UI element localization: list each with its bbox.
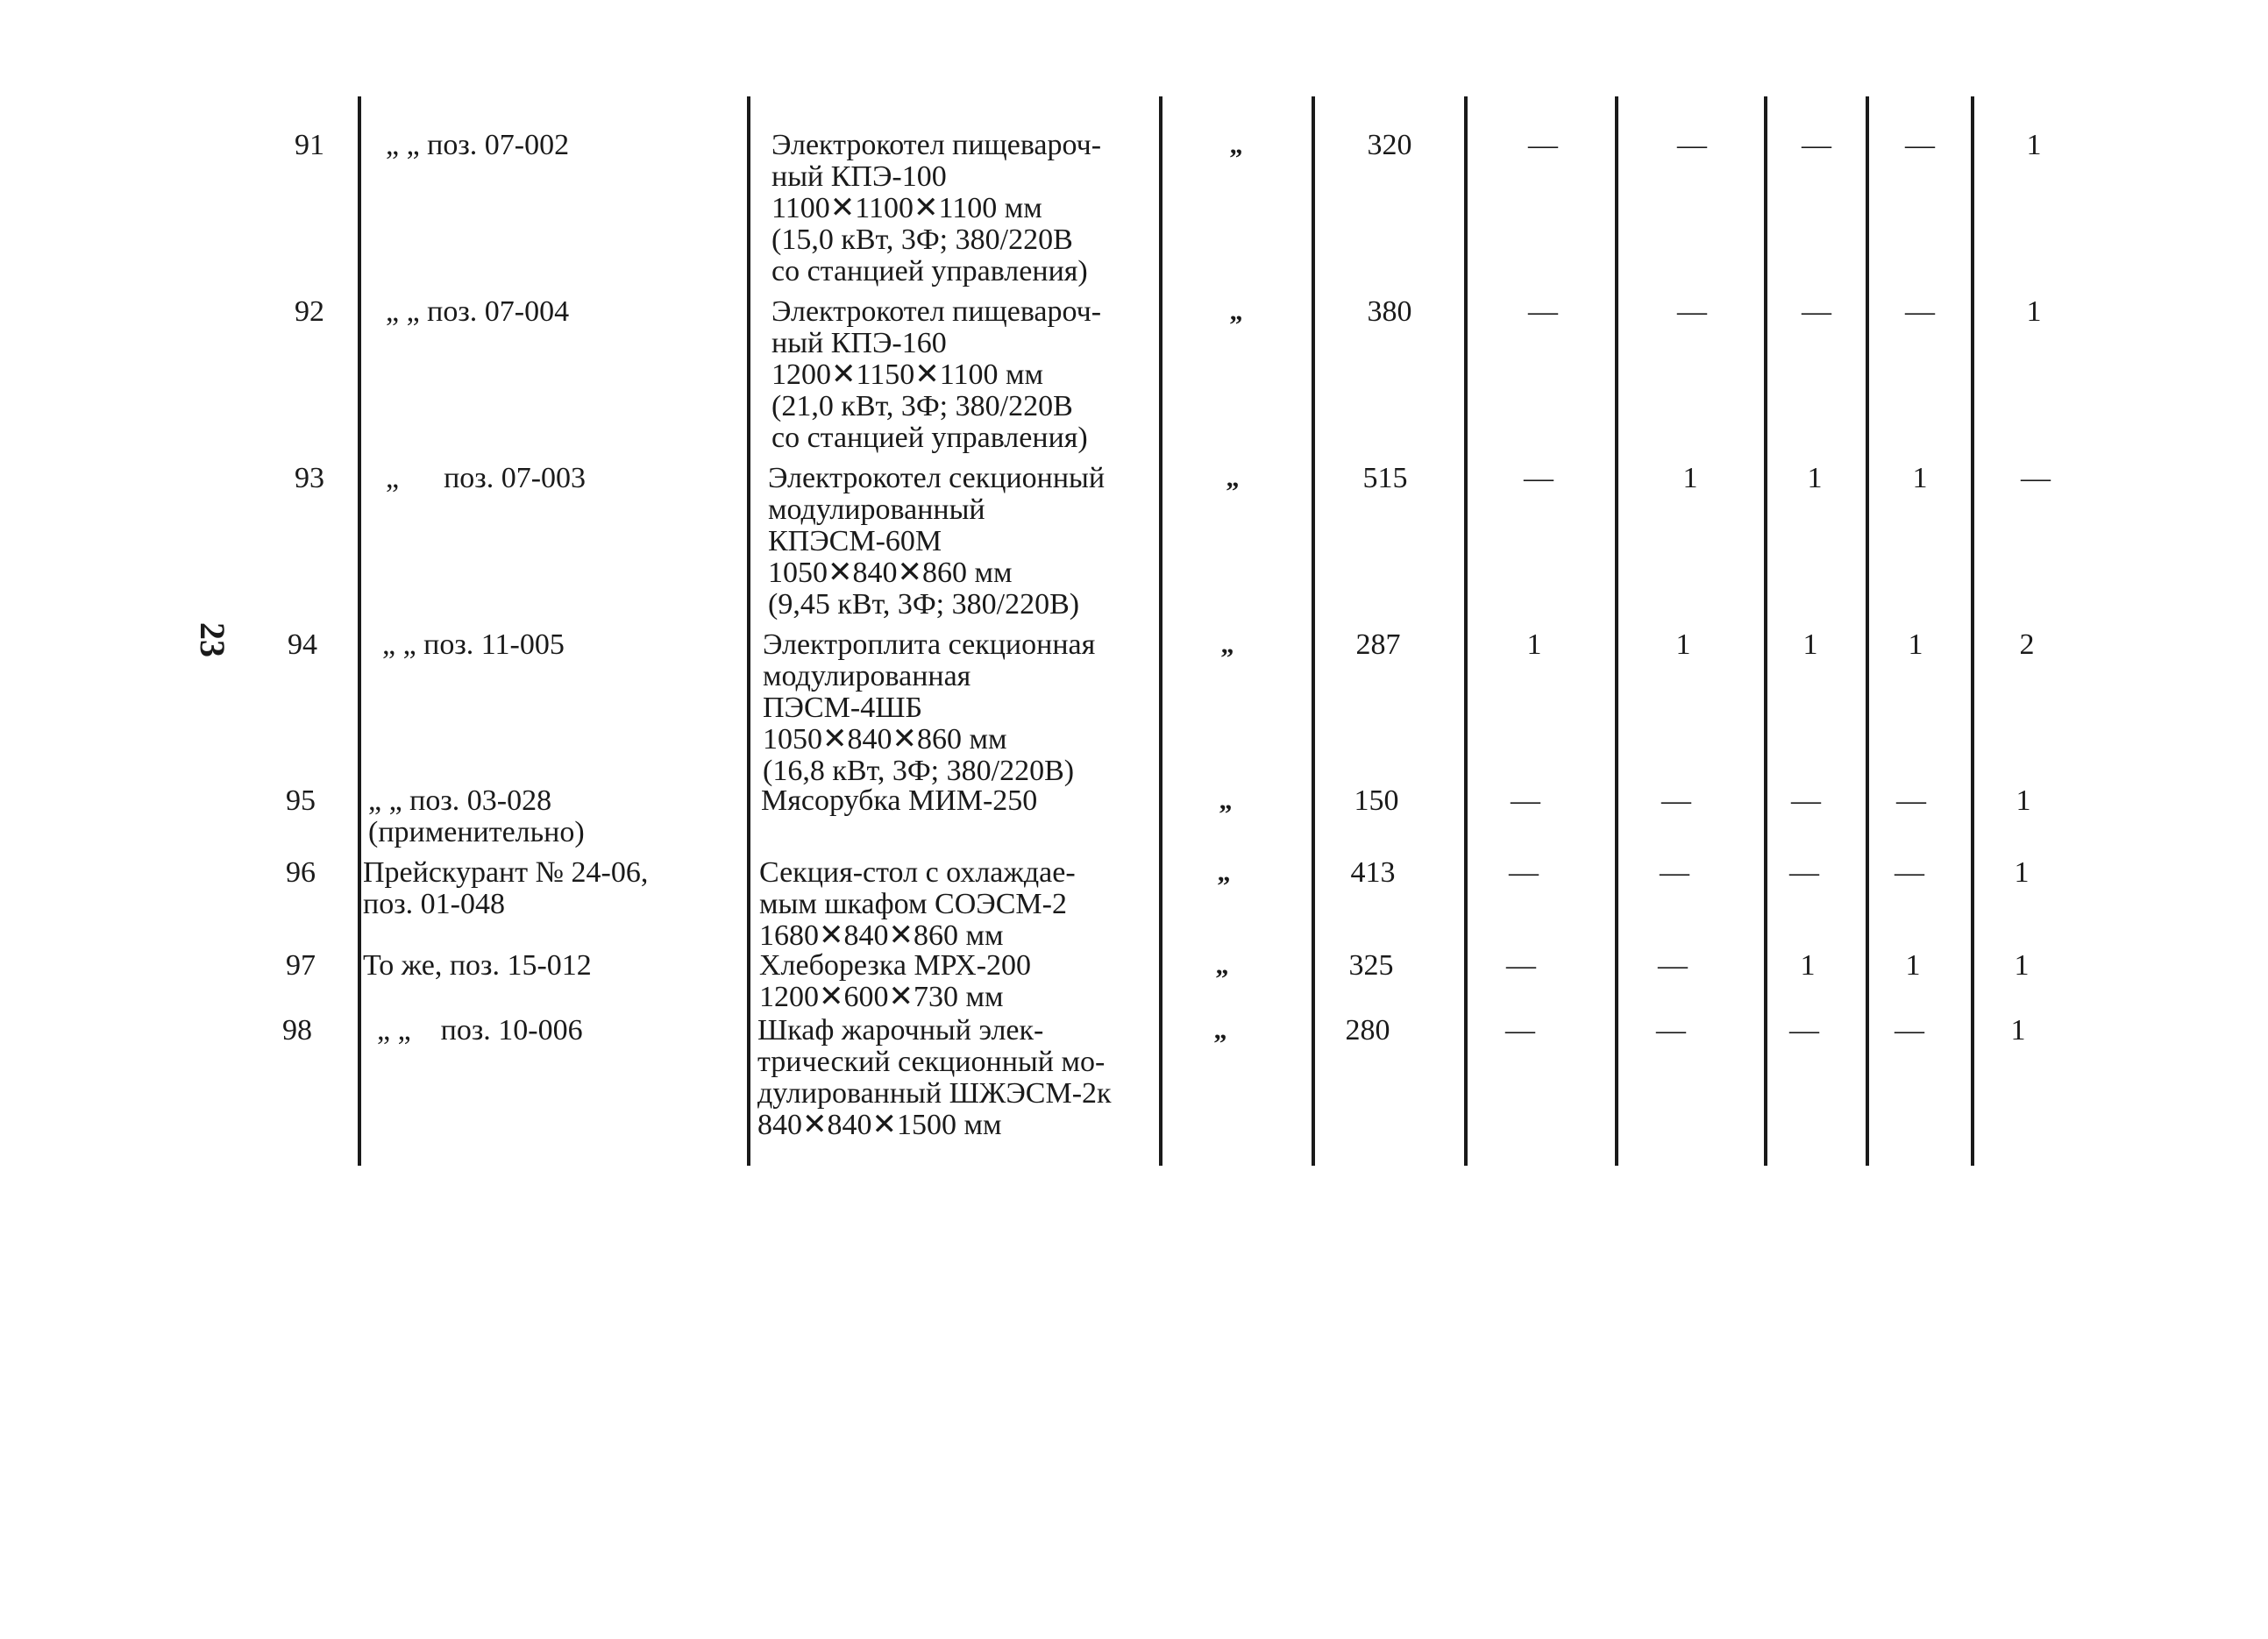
column-rule bbox=[747, 96, 750, 1166]
row-number: 93 bbox=[295, 462, 324, 494]
quantity-3: 1 bbox=[1802, 628, 1818, 661]
quantity-2: 1 bbox=[1682, 462, 1698, 494]
quantity-2: — bbox=[1661, 784, 1691, 817]
quantity-5: 1 bbox=[2014, 949, 2030, 982]
quantity-1: — bbox=[1505, 1014, 1535, 1047]
column-rule bbox=[1764, 96, 1767, 1166]
quantity-5: — bbox=[2021, 462, 2051, 494]
unit-ditto: „ bbox=[1217, 858, 1231, 887]
row-number: 96 bbox=[286, 856, 316, 889]
price: 320 bbox=[1367, 129, 1412, 161]
quantity-5: 1 bbox=[2016, 784, 2031, 817]
column-rule bbox=[1615, 96, 1618, 1166]
quantity-4: 1 bbox=[1908, 628, 1923, 661]
quantity-3: — bbox=[1802, 129, 1831, 161]
quantity-1: 1 bbox=[1526, 628, 1542, 661]
column-rule bbox=[1312, 96, 1315, 1166]
price: 325 bbox=[1348, 949, 1394, 982]
price: 515 bbox=[1362, 462, 1408, 494]
quantity-3: — bbox=[1789, 856, 1819, 889]
quantity-2: — bbox=[1677, 295, 1707, 328]
equipment-name: Электрокотел секционный модулированный КПЭСМ-60М 1050✕840✕860 мм (9,45 кВт, 3Ф; 380/220В) bbox=[768, 462, 1106, 621]
quantity-5: 1 bbox=[2010, 1014, 2026, 1047]
quantity-4: — bbox=[1896, 784, 1926, 817]
price: 413 bbox=[1350, 856, 1396, 889]
row-number: 92 bbox=[295, 295, 324, 328]
price-source: „ „ поз. 07-002 bbox=[386, 129, 570, 161]
column-rule bbox=[358, 96, 361, 1166]
quantity-3: 1 bbox=[1807, 462, 1823, 494]
page-number: 23 bbox=[193, 622, 232, 657]
quantity-3: — bbox=[1802, 295, 1831, 328]
row-number: 97 bbox=[286, 949, 316, 982]
unit-ditto: „ bbox=[1220, 630, 1234, 659]
quantity-3: — bbox=[1789, 1014, 1819, 1047]
quantity-2: — bbox=[1677, 129, 1707, 161]
quantity-4: 1 bbox=[1905, 949, 1921, 982]
quantity-1: — bbox=[1528, 129, 1558, 161]
equipment-name: Электрокотел пищевароч- ный КПЭ-160 1200✕1150✕1100 мм (21,0 кВт, 3Ф; 380/220В со станцией управления) bbox=[771, 295, 1102, 454]
row-number: 95 bbox=[286, 784, 316, 817]
quantity-1: — bbox=[1524, 462, 1553, 494]
equipment-name: Хлеборезка МРХ-200 1200✕600✕730 мм bbox=[759, 949, 1032, 1013]
quantity-2: — bbox=[1656, 1014, 1686, 1047]
equipment-name: Электрокотел пищевароч- ный КПЭ-100 1100✕1100✕1100 мм (15,0 кВт, 3Ф; 380/220В со станцией управления) bbox=[771, 129, 1102, 287]
quantity-1: — bbox=[1528, 295, 1558, 328]
price: 380 bbox=[1367, 295, 1412, 328]
quantity-4: — bbox=[1895, 856, 1924, 889]
unit-ditto: „ bbox=[1229, 131, 1243, 160]
price-source: „ „ поз. 07-004 bbox=[386, 295, 570, 328]
quantity-4: — bbox=[1895, 1014, 1924, 1047]
row-number: 91 bbox=[295, 129, 324, 161]
quantity-5: 2 bbox=[2019, 628, 2035, 661]
quantity-5: 1 bbox=[2026, 129, 2042, 161]
price-source: „ поз. 07-003 bbox=[386, 462, 587, 494]
quantity-2: — bbox=[1658, 949, 1688, 982]
quantity-1: — bbox=[1506, 949, 1536, 982]
quantity-4: — bbox=[1905, 295, 1935, 328]
unit-ditto: „ bbox=[1213, 1016, 1227, 1045]
equipment-name: Шкаф жарочный элек- трический секционный мо- дулированный ШЖЭСМ-2к 840✕840✕1500 мм bbox=[757, 1014, 1112, 1141]
price-source: То же, поз. 15-012 bbox=[363, 949, 592, 982]
price: 280 bbox=[1345, 1014, 1390, 1047]
column-rule bbox=[1464, 96, 1468, 1166]
unit-ditto: „ bbox=[1215, 951, 1229, 980]
unit-ditto: „ bbox=[1226, 464, 1240, 493]
row-number: 94 bbox=[288, 628, 317, 661]
quantity-3: 1 bbox=[1800, 949, 1816, 982]
quantity-1: — bbox=[1511, 784, 1540, 817]
price-source: „ „ поз. 03-028 (применительно) bbox=[368, 784, 585, 848]
column-rule bbox=[1971, 96, 1974, 1166]
quantity-2: — bbox=[1660, 856, 1689, 889]
price-source: „ „ поз. 10-006 bbox=[377, 1014, 583, 1047]
quantity-3: — bbox=[1791, 784, 1821, 817]
quantity-1: — bbox=[1509, 856, 1539, 889]
equipment-name: Секция-стол с охлаждае- мым шкафом СОЭСМ-2 1680✕840✕860 мм bbox=[759, 856, 1076, 952]
unit-ditto: „ bbox=[1219, 786, 1233, 815]
row-number: 98 bbox=[282, 1014, 312, 1047]
quantity-5: 1 bbox=[2026, 295, 2042, 328]
unit-ditto: „ bbox=[1229, 297, 1243, 326]
column-rule bbox=[1866, 96, 1869, 1166]
quantity-4: 1 bbox=[1912, 462, 1928, 494]
price: 150 bbox=[1354, 784, 1399, 817]
quantity-5: 1 bbox=[2014, 856, 2030, 889]
price: 287 bbox=[1355, 628, 1401, 661]
price-source: „ „ поз. 11-005 bbox=[382, 628, 565, 661]
equipment-name: Электроплита секционная модулированная ПЭСМ-4ШБ 1050✕840✕860 мм (16,8 кВт, 3Ф; 380/220В) bbox=[763, 628, 1096, 787]
equipment-name: Мясорубка МИМ-250 bbox=[761, 784, 1038, 817]
quantity-2: 1 bbox=[1675, 628, 1691, 661]
price-source: Прейскурант № 24-06, поз. 01-048 bbox=[363, 856, 649, 920]
quantity-4: — bbox=[1905, 129, 1935, 161]
